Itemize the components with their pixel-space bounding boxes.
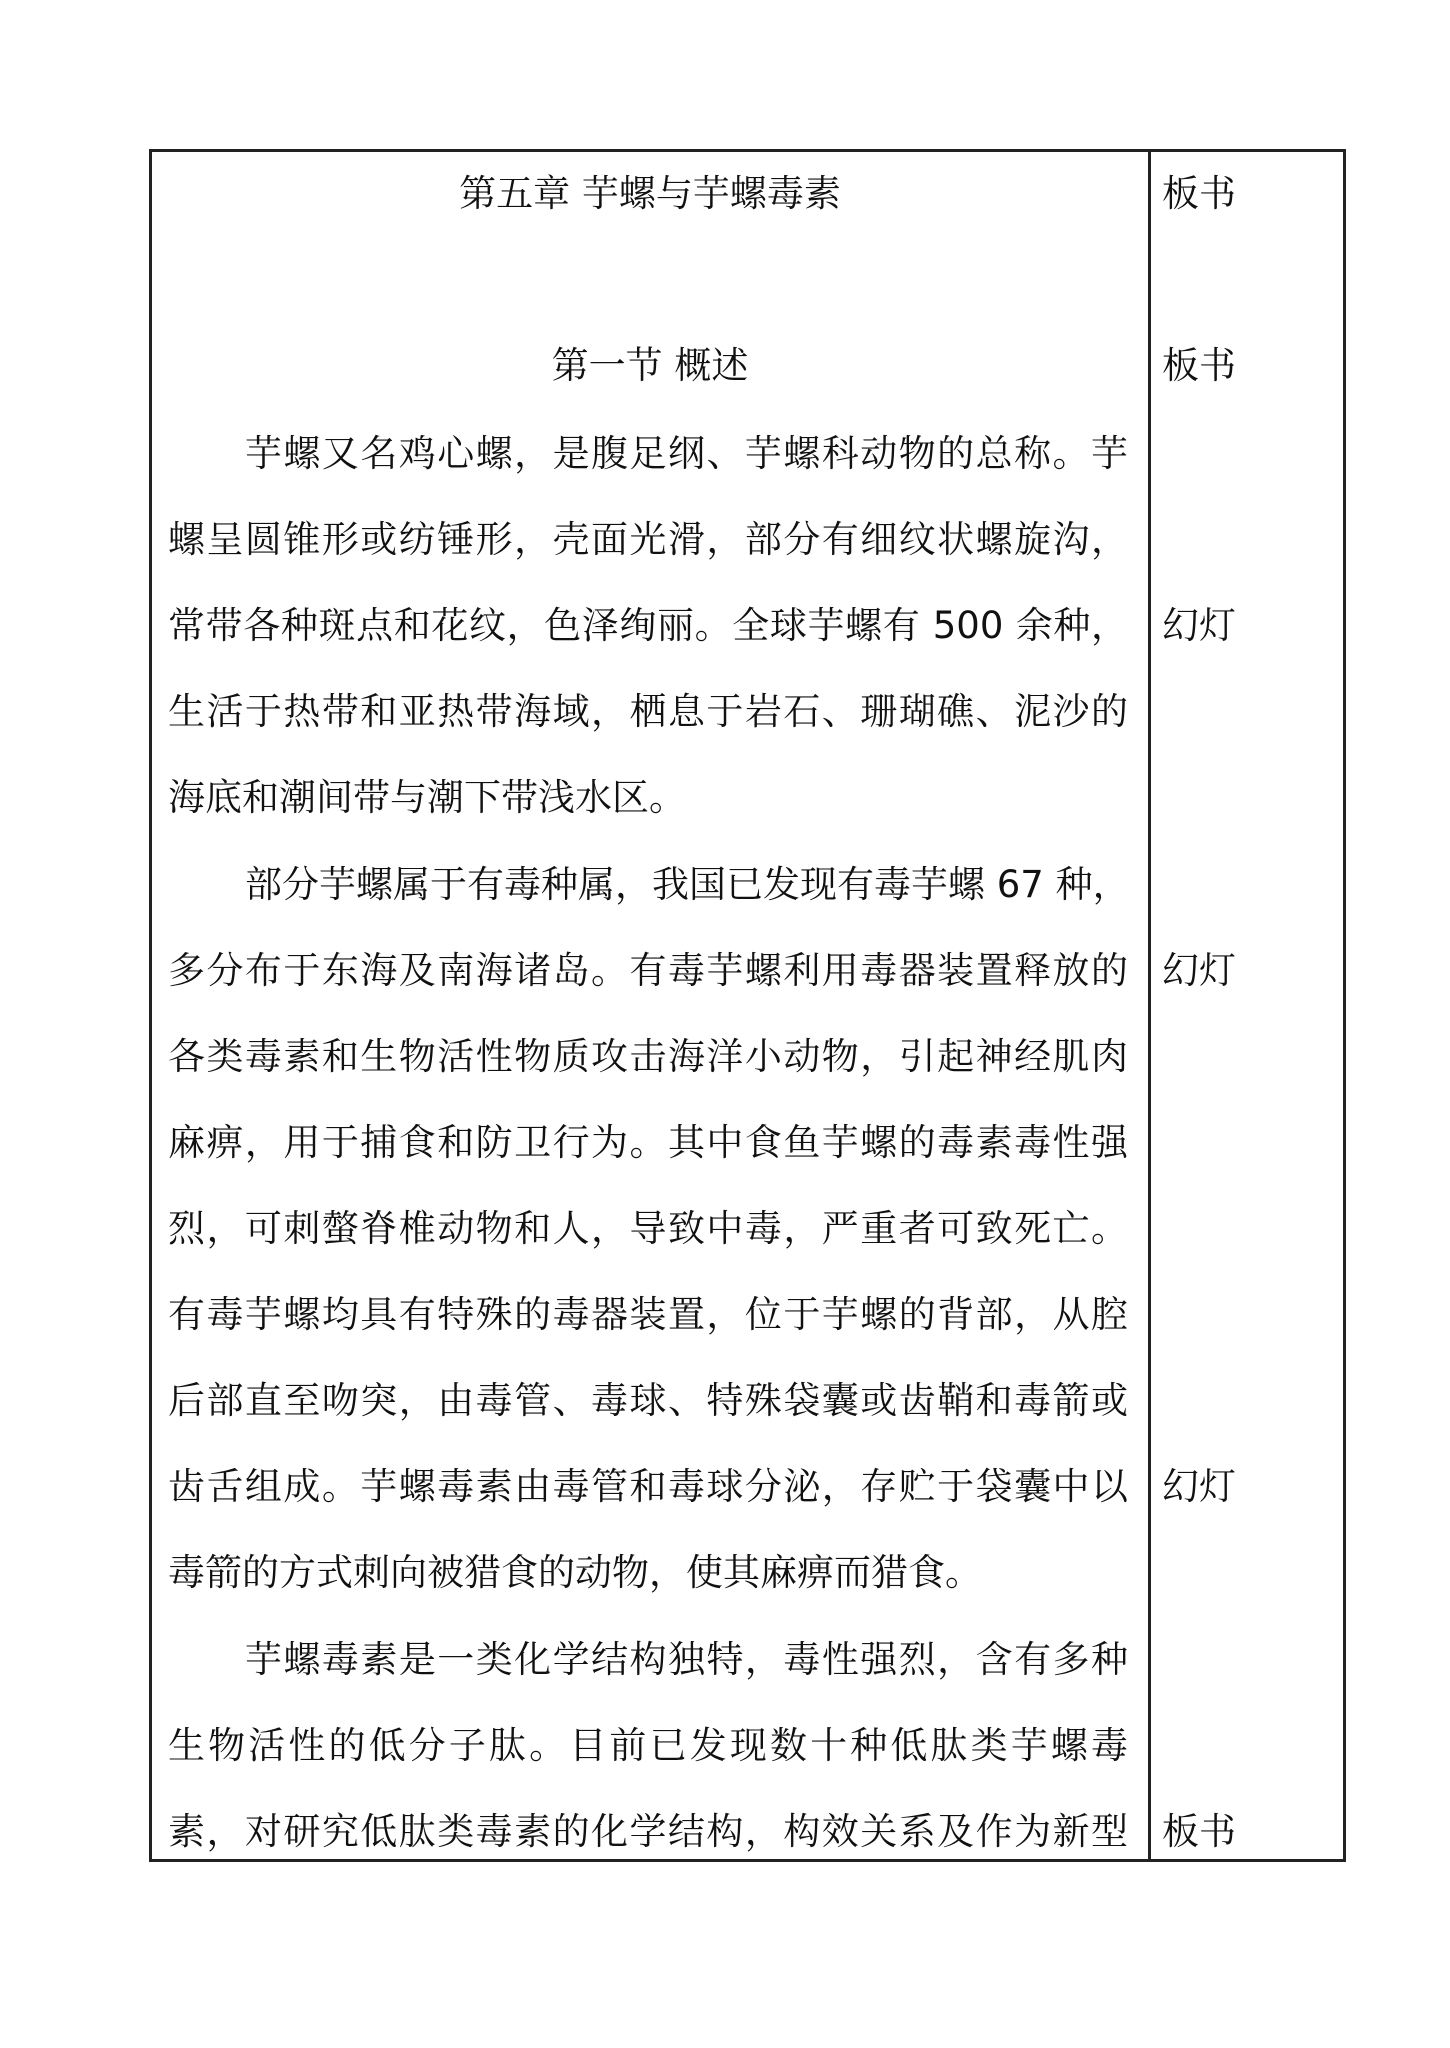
side-note: 板书 bbox=[1162, 172, 1236, 215]
paragraph-line: 生物活性的低分子肽。目前已发现数十种低肽类芋螺毒 bbox=[168, 1724, 1128, 1767]
paragraph-line: 生活于热带和亚热带海域，栖息于岩石、珊瑚礁、泥沙的 bbox=[168, 690, 1128, 733]
paragraph-line: 有毒芋螺均具有特殊的毒器装置，位于芋螺的背部，从腔 bbox=[168, 1293, 1128, 1336]
side-note: 幻灯 bbox=[1162, 1465, 1236, 1508]
paragraph-line: 麻痹，用于捕食和防卫行为。其中食鱼芋螺的毒素毒性强 bbox=[168, 1121, 1128, 1164]
paragraph-line: 多分布于东海及南海诸岛。有毒芋螺利用毒器装置释放的 bbox=[168, 949, 1128, 992]
paragraph-line: 芋螺毒素是一类化学结构独特，毒性强烈，含有多种 bbox=[245, 1638, 1128, 1681]
chapter-title: 第五章 芋螺与芋螺毒素 bbox=[459, 172, 841, 215]
column-divider bbox=[1148, 149, 1151, 1862]
paragraph-line: 齿舌组成。芋螺毒素由毒管和毒球分泌，存贮于袋囊中以 bbox=[168, 1465, 1128, 1508]
paragraph-line: 烈，可刺螫脊椎动物和人，导致中毒，严重者可致死亡。 bbox=[168, 1207, 1128, 1250]
side-note: 幻灯 bbox=[1162, 949, 1236, 992]
lesson-plan-table bbox=[149, 149, 1346, 1862]
paragraph-line: 常带各种斑点和花纹，色泽绚丽。全球芋螺有 500 余种， bbox=[168, 604, 1128, 647]
side-note: 板书 bbox=[1162, 344, 1236, 387]
side-note: 板书 bbox=[1162, 1810, 1236, 1853]
section-title: 第一节 概述 bbox=[551, 344, 749, 387]
paragraph-line: 各类毒素和生物活性物质攻击海洋小动物，引起神经肌肉 bbox=[168, 1035, 1128, 1078]
paragraph-line: 部分芋螺属于有毒种属，我国已发现有毒芋螺 67 种， bbox=[245, 863, 1130, 906]
paragraph-line: 海底和潮间带与潮下带浅水区。 bbox=[168, 776, 686, 819]
paragraph-line: 芋螺又名鸡心螺，是腹足纲、芋螺科动物的总称。芋 bbox=[245, 432, 1128, 475]
paragraph-line: 毒箭的方式刺向被猎食的动物，使其麻痹而猎食。 bbox=[168, 1551, 982, 1594]
side-note: 幻灯 bbox=[1162, 604, 1236, 647]
paragraph-line: 后部直至吻突，由毒管、毒球、特殊袋囊或齿鞘和毒箭或 bbox=[168, 1379, 1128, 1422]
paragraph-line: 素，对研究低肽类毒素的化学结构，构效关系及作为新型 bbox=[168, 1810, 1128, 1853]
paragraph-line: 螺呈圆锥形或纺锤形，壳面光滑，部分有细纹状螺旋沟， bbox=[168, 518, 1128, 561]
